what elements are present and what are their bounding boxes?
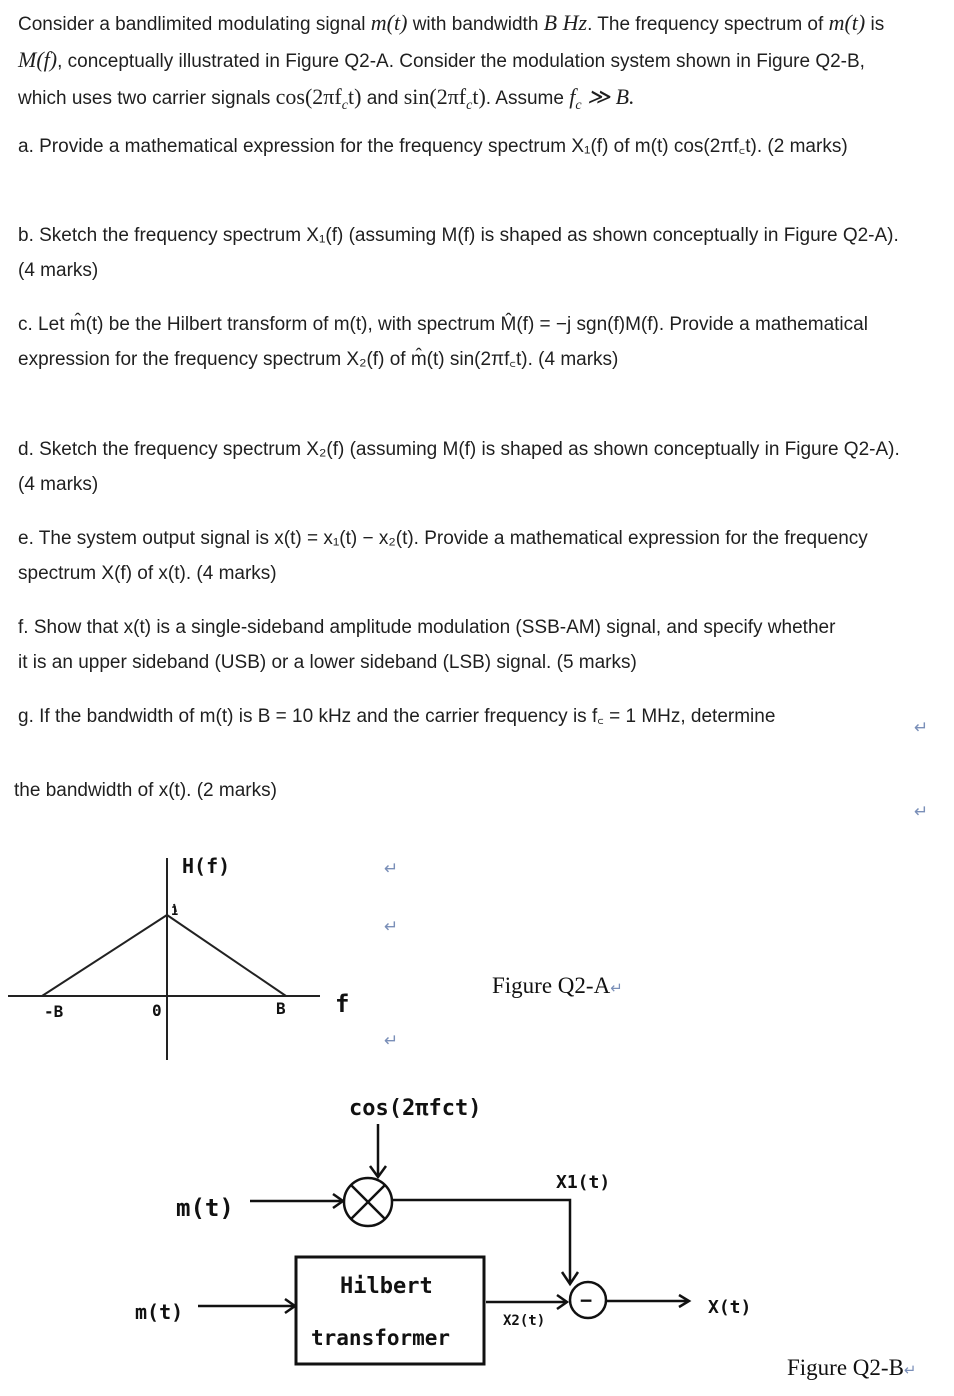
part-b: b. Sketch the frequency spectrum X₁(f) (assuming M(f) is shaped as shown conceptually in Figure Q2-A). (4 marks) bbox=[18, 225, 899, 281]
figure-q2b-caption bbox=[787, 1355, 917, 1381]
peak-label: 1 bbox=[171, 904, 179, 918]
math-fc: f bbox=[569, 84, 576, 109]
tick-zero: 0 bbox=[152, 1001, 162, 1020]
math-bandwidth: B Hz bbox=[543, 10, 588, 35]
output-label: X(t) bbox=[708, 1297, 752, 1318]
x2-label: X2(t) bbox=[503, 1313, 546, 1329]
figure-q2a-caption-text: Figure Q2-A bbox=[492, 973, 611, 998]
math-m-t: m(t) bbox=[370, 10, 408, 35]
intro-text-4: is bbox=[865, 14, 885, 35]
part-e: e. The system output signal is x(t) = x₁(t) − x₂(t). Provide a mathematical expression for the frequency spectrum X(f) of x(t). (4 marks) bbox=[18, 528, 868, 584]
math-sin-close: t) bbox=[472, 84, 486, 109]
return-mark-1: ↵ bbox=[914, 718, 929, 738]
part-g-line1: g. If the bandwidth of m(t) is B = 10 kHz and the carrier frequency is f꜀ = 1 MHz, determine bbox=[18, 706, 776, 727]
part-g-line2: the bandwidth of x(t). (2 marks) bbox=[14, 780, 277, 801]
return-mark-6: ↵ bbox=[610, 979, 623, 997]
tick-neg-b: -B bbox=[44, 1002, 64, 1021]
intro-text-7: . Assume bbox=[485, 88, 570, 109]
math-M-f: M(f) bbox=[18, 47, 58, 72]
x1-path bbox=[392, 1200, 570, 1282]
part-d: d. Sketch the frequency spectrum X₂(f) (assuming M(f) is shaped as shown conceptually in Figure Q2-A). (4 marks) bbox=[18, 439, 900, 495]
part-f: f. Show that x(t) is a single-sideband amplitude modulation (SSB-AM) signal, and specify whether it is an upper sideband (USB) or a lower sideband (LSB) signal. (5 marks) bbox=[18, 617, 836, 673]
math-sin-carrier: sin(2πf bbox=[403, 84, 467, 109]
x-axis-label: f bbox=[335, 990, 350, 1018]
return-mark-7: ↵ bbox=[903, 1361, 917, 1379]
return-mark-2: ↵ bbox=[914, 802, 929, 822]
intro-text-2: with bandwidth bbox=[407, 14, 544, 35]
tick-pos-b: B bbox=[276, 999, 286, 1018]
figure-q2b-caption-text: Figure Q2-B bbox=[787, 1355, 904, 1380]
intro-text-1: Consider a bandlimited modulating signal bbox=[18, 14, 371, 35]
intro-text-3: . The frequency spectrum of bbox=[587, 14, 829, 35]
summer-minus-sign: − bbox=[580, 1288, 593, 1312]
math-fc-gg-B: ≫ B. bbox=[581, 84, 635, 109]
math-sub-c: c bbox=[341, 97, 348, 113]
x1-label: X1(t) bbox=[556, 1172, 611, 1193]
carrier-label: cos(2πfct) bbox=[349, 1096, 482, 1121]
hilbert-label-1: Hilbert bbox=[340, 1274, 433, 1299]
part-a: a. Provide a mathematical expression for the frequency spectrum X₁(f) of m(t) cos(2πf꜀t). (2 marks) bbox=[18, 136, 848, 157]
math-sub-c-3: c bbox=[575, 97, 582, 113]
intro-text-6: and bbox=[361, 88, 404, 109]
y-axis-label: H(f) bbox=[182, 854, 231, 878]
math-cos-close: t) bbox=[347, 84, 362, 109]
math-cos-carrier: cos(2πf bbox=[275, 84, 342, 109]
input-top-label: m(t) bbox=[176, 1194, 234, 1222]
return-mark-5: ↵ bbox=[384, 1031, 399, 1051]
return-mark-3: ↵ bbox=[384, 859, 399, 879]
math-m-t-2: m(t) bbox=[828, 10, 866, 35]
triangle-spectrum bbox=[42, 915, 286, 996]
return-mark-4: ↵ bbox=[384, 917, 399, 937]
figure-q2a-caption bbox=[492, 973, 623, 999]
input-bottom-label: m(t) bbox=[135, 1300, 184, 1324]
math-sub-c-2: c bbox=[466, 97, 473, 113]
intro-text-5: , conceptually illustrated in Figure Q2-A. Consider the modulation system shown in Figure Q2-B, which uses two carrier signals bbox=[18, 51, 865, 109]
part-c: c. Let m̂(t) be the Hilbert transform of m(t), with spectrum M̂(f) = −j sgn(f)M(f). Provide a mathematical expression for the frequency spectrum X₂(f) of m̂(t) sin(2πf꜀t). (4 marks) bbox=[18, 314, 868, 370]
hilbert-label-2: transformer bbox=[311, 1326, 451, 1350]
